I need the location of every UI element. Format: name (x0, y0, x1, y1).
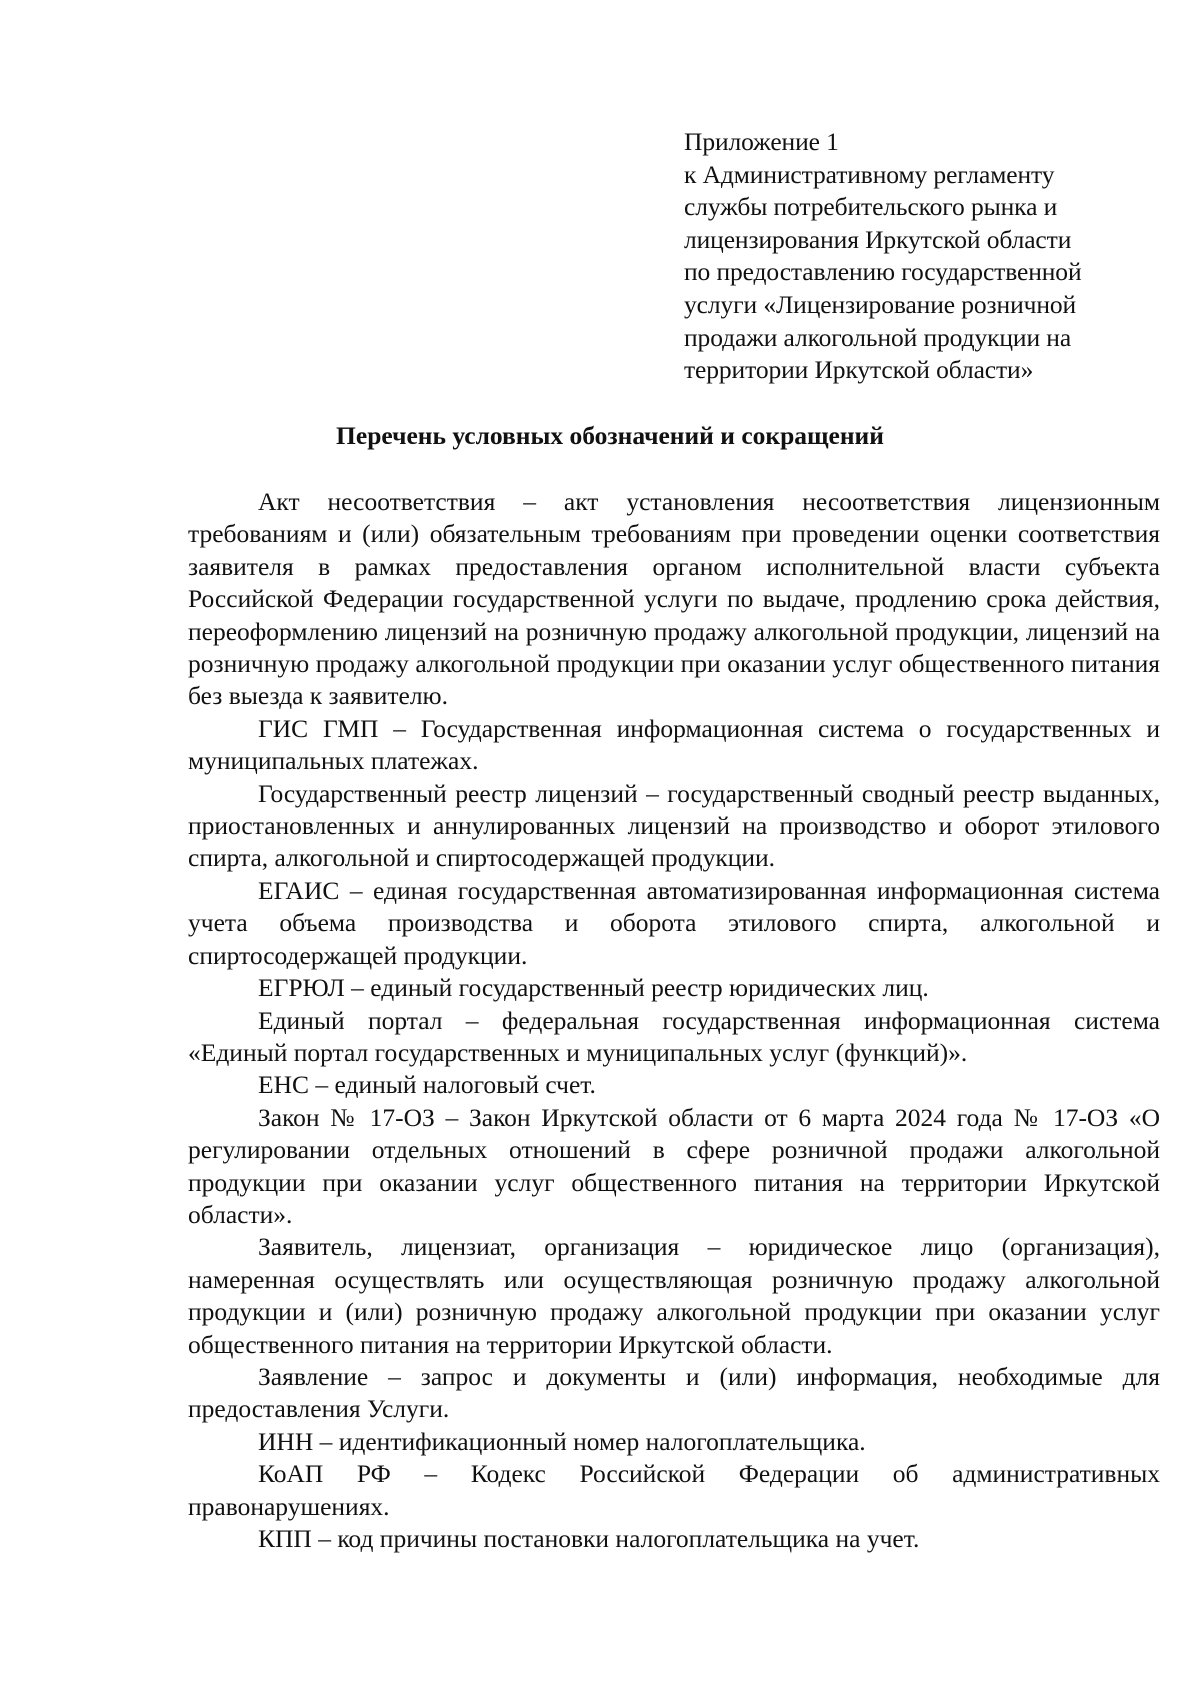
definition-paragraph: Заявитель, лицензиат, организация – юридическое лицо (организация), намеренная осуществлять или осуществляющая розничную продажу алкогольной продукции и (или) розничную продажу алкогольной продукции при оказании услуг общественного питания на территории Иркутской области. (188, 1232, 1160, 1359)
definition-paragraph: Закон № 17-ОЗ – Закон Иркутской области от 6 марта 2024 года № 17-ОЗ «О регулировании отдельных отношений в сфере розничной продажи алкогольной продукции при оказании услуг общественного питания на территории Иркутской области». (188, 1102, 1160, 1229)
definition-paragraph: Заявление – запрос и документы и (или) информация, необходимые для предоставления Услуги. (188, 1361, 1160, 1424)
definition-paragraph: КПП – код причины постановки налогоплательщика на учет. (258, 1524, 920, 1553)
annex-line: услуги «Лицензирование розничной (684, 289, 1077, 319)
annex-line: службы потребительского рынка и (684, 192, 1058, 222)
annex-line: территории Иркутской области» (684, 355, 1034, 385)
annex-line: продажи алкогольной продукции на (684, 322, 1072, 352)
definition-paragraph: Единый портал – федеральная государственная информационная система «Единый портал государственных и муниципальных услуг (функций)». (188, 1005, 1160, 1067)
definition-paragraph: Акт несоответствия – акт установления несоответствия лицензионным требованиям и (или) обязательным требованиям при проведении оценки соответствия заявителя в рамках предоставления органом исполнительной власти субъекта Российской Федерации государственной услуги по выдаче, продлению срока действия, переоформлению лицензий на розничную продажу алкогольной продукции, лицензий на розничную продажу алкогольной продукции при оказании услуг общественного питания без выезда к заявителю. (188, 487, 1160, 711)
annex-line: лицензирования Иркутской области (684, 224, 1072, 254)
definitions-list (188, 486, 1160, 1555)
definition-paragraph: Государственный реестр лицензий – государственный сводный реестр выданных, приостановленных и аннулированных лицензий на производство и оборот этилового спирта, алкогольной и спиртосодержащей продукции. (188, 778, 1160, 873)
document-title (190, 420, 1200, 452)
definition-paragraph: ЕНС – единый налоговый счет. (258, 1070, 596, 1100)
definition-paragraph: ЕГРЮЛ – единый государственный реестр юридических лиц. (258, 973, 929, 1003)
definition-paragraph: ИНН – идентификационный номер налогоплательщика. (258, 1426, 866, 1456)
definition-paragraph: ГИС ГМП – Государственная информационная система о государственных и муниципальных платежах. (188, 713, 1160, 776)
annex-line: по предоставлению государственной (684, 257, 1082, 287)
definition-paragraph: ЕГАИС – единая государственная автоматизированная информационная система учета объема производства и оборота этилового спирта, алкогольной и спиртосодержащей продукции. (188, 875, 1160, 970)
annex-line: к Административному регламенту (684, 159, 1055, 189)
annex-header (684, 126, 1154, 387)
definition-paragraph: КоАП РФ – Кодекс Российской Федерации об административных правонарушениях. (188, 1459, 1160, 1521)
document-title-text: Перечень условных обозначений и сокращений (336, 421, 884, 450)
annex-line: Приложение 1 (684, 127, 839, 156)
